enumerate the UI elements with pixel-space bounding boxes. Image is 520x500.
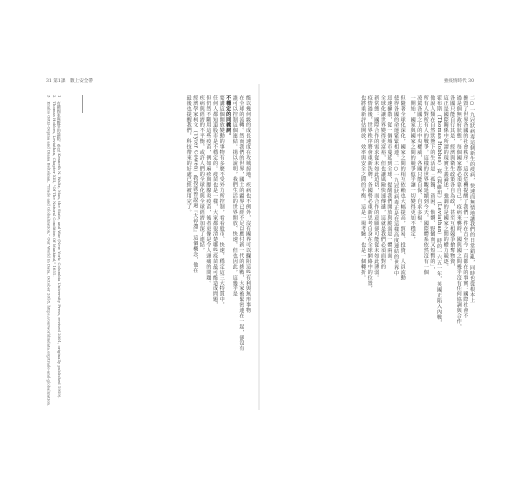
book-gutter [258,84,260,410]
left-running-head: 31 第1課 數上安全帶 [46,79,93,84]
body-line: 但隨著全球化深化，國家之間的相互依賴也大幅提高，貿易、投資、人員流動 [399,95,406,281]
right-body-text [360,95,476,410]
body-line: 凌駕各國之上的中央權威，各國只能自保、自求多福。 [416,95,423,226]
footnotes [46,95,62,410]
body-line: 任何人都知道股市是不穩定的。疫苗也是一樣，大家都很清楚哪些疫苗最可能造成問題， [212,95,219,308]
right-running-head: 強疫情時代 30 [443,79,474,84]
body-line: 全球化讓世界變得更富裕，但也讓風險快速傳遞，這就是我們必須面對的 [379,95,386,270]
body-line: 在全球的流轉。然而我們的世界，國土的疆界已經不足以應付新一代的挑戰，大家被緊密連在一起，卻沒有 [238,95,245,352]
body-line: 所有人對所有人的戰爭。這樣的世界觀延續到今天，國際體系依然沒有一個 [422,95,429,275]
body-line: 但仍然不斷用這些疫苗，例如麻疹與腮腺炎疫苗，後者更像是令人頭痛的問題。 [205,95,212,286]
body-line: 迅速擴散，從一個城市蔓延到全球，提醒我們開放與脆弱是一體兩面。 [386,95,393,264]
body-line: 摧毀了世界各國的社會秩序。這次危機提醒了我們一件在古至今一直都在的事實：國際社會不 [462,95,469,319]
body-line: 能以幾何級的成長速度在攻城掠地。疾病也不例外，沒有國界可以攔阻這些有利與無形事物 [245,95,251,313]
body-line: 最後也提醒我們，科技帶來的好處已經被用完了。 [185,95,192,215]
body-line: 使得各國的命運緊緊相連。二○一九冠狀病毒正是在這樣高度連結的世界中 [393,95,400,276]
body-line: 這正是國際關係中所謂的現實主義論述，強調的是國家之間的權力競逐。 [442,95,449,270]
footnote-divider [82,95,83,113]
body-line: 過是個無政府狀態，每個國家都必須靠自己。疫病來襲時，國與國之間幾乎沒有任何協調與合作， [455,95,462,330]
body-line: 各國只能自行其是，經濟與衛生政策各自為政，甚至互相競爭搶奪物資， [449,95,456,270]
left-page [42,78,254,416]
body-line: 疾病與經濟的不平衡，或許人們的全球化與全球經濟加深了連結， [198,95,205,254]
body-line: 經濟學家柯文（Tyler Cowen）教授就曾說過『大停滯』這個概念，他在 [192,95,199,274]
body-line: 也將重新評估開放、效率與安全之間的平衡。這是一場考驗，也是一個轉折。 [360,95,367,281]
body-line: 二○一九冠狀病毒這個新生的疫病，快速而無情地讓我們的日常錯亂，同時也從根本上 [469,95,475,303]
body-line: 要講這個開放變動的事物有多麼不受外力所控制，看看股市、快速，穩定這三大特質中， [218,95,225,308]
footnote: 2 Thomas Hobbes, Leviathan, Chapter XIII, "Of The Natural Condition Of Mankind," 1651. [51,95,57,277]
body-line: 霍布斯（Thomas Hobbes）寫《利維坦》（Leviathan）時的一六五一年，英國正陷入內戰， [436,95,443,326]
left-body-text [185,95,251,410]
footnote: 1 有關國家與戰爭的論點，參見 Kenneth N. Waltz, Man, the State, and War (New York: Columbia University Press, revised 2001, originally published 1959). [57,95,63,399]
body-line: 疫情過後，世界秩序將會重新洗牌，各國勢必重新思考自身在全球網絡中的位置， [366,95,373,292]
body-line: 新常態：國際合作的需求從未如此迫切，而合作的意願卻可能從未如此薄弱。 [373,95,380,281]
body-line: 誰可以控制這個連結。揚以說明，我們生活的世界開放、快速，但也因此，這幾乎是 [231,95,238,297]
body-line: 他說人類在自然狀態下的生活是「孤獨、貧困、骯髒、野蠻而又短暫的」， [429,95,436,273]
right-page [266,78,478,416]
book-spread [42,78,478,416]
footnote: 3 Emilio Ortiz-Ospina and Diana Beltekian, "Trade and Globalization," Our World in Data, October 2018, https://ourworldindata.org/trade-and-globalization. [46,95,52,407]
body-line: 一開始，國家與國家之間的競爭似乎讓一切變得更加不穩定， [409,95,416,243]
body-line-emphasis: 不穩定的同義詞。 [225,95,232,139]
